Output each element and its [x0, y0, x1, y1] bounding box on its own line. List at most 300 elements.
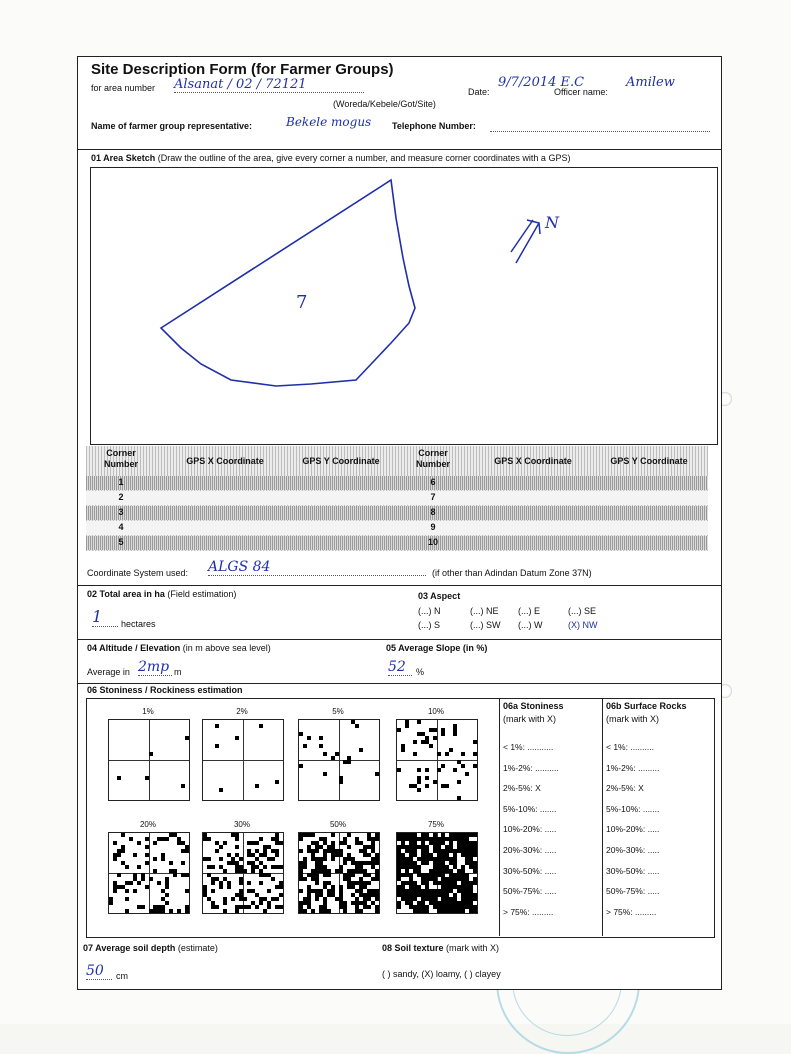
stoniness-heading: 06 Stoniness / Rockiness estimation [87, 685, 243, 695]
stone-mark [267, 889, 271, 893]
stone-mark [259, 901, 263, 905]
stone-mark [397, 728, 401, 732]
surface-rocks-option[interactable]: > 75%: ......... [606, 906, 657, 917]
stone-mark [359, 748, 363, 752]
stone-mark [375, 909, 379, 913]
stone-mark [279, 885, 283, 889]
coordinate-system-label: Coordinate System used: [87, 568, 189, 578]
stone-mark [239, 857, 243, 861]
total-area-heading [87, 589, 236, 599]
stoniness-option[interactable]: 5%-10%: ....... [503, 803, 557, 814]
table-row[interactable] [86, 491, 708, 505]
stone-mark [445, 752, 449, 756]
stone-mark [413, 740, 417, 744]
representative-label: Name of farmer group representative: [91, 121, 253, 131]
stone-mark [331, 833, 335, 837]
stone-mark [117, 873, 121, 877]
stone-mark [113, 841, 117, 845]
stone-mark [129, 881, 133, 885]
stone-mark [401, 748, 405, 752]
stone-mark [247, 881, 251, 885]
surface-rocks-option-selected[interactable]: 2%-5%: X [606, 783, 644, 794]
stone-mark [263, 909, 267, 913]
corner-number: 4 [118, 522, 124, 532]
header-corner-left: Corner Number [103, 448, 138, 469]
total-area-heading-bold: 02 Total area in ha [87, 589, 165, 599]
stone-mark [149, 877, 153, 881]
stone-mark [355, 724, 359, 728]
stone-mark [457, 796, 461, 800]
stone-mark [153, 869, 157, 873]
stone-mark [185, 889, 189, 893]
stone-mark [113, 857, 117, 861]
stone-mark [461, 764, 465, 768]
altitude-heading-note: (in m above sea level) [182, 643, 271, 653]
stone-mark [145, 776, 149, 780]
stone-mark [279, 905, 283, 909]
stone-mark [185, 909, 189, 913]
north-arrow-icon [511, 220, 540, 263]
stone-mark [315, 881, 319, 885]
stone-mark [405, 724, 409, 728]
stone-mark [275, 897, 279, 901]
stone-mark [271, 877, 275, 881]
telephone-label: Telephone Number: [392, 121, 476, 131]
stoniness-option[interactable]: 10%-20%: ..... [503, 824, 557, 835]
representative-field[interactable]: Bekele mogus [286, 115, 372, 129]
stone-mark [157, 881, 161, 885]
stone-mark [425, 776, 429, 780]
stoniness-option[interactable]: 1%-2%: .......... [503, 762, 559, 773]
stone-mark [161, 909, 165, 913]
grid-divider [397, 760, 477, 761]
stoniness-col-heading: 06a Stoniness [503, 701, 564, 711]
stone-mark [145, 837, 149, 841]
stone-mark [331, 756, 335, 760]
stone-mark [255, 841, 259, 845]
stone-mark [117, 776, 121, 780]
stone-mark [315, 849, 319, 853]
stone-mark [259, 724, 263, 728]
stone-mark [465, 772, 469, 776]
stone-mark [343, 909, 347, 913]
stone-mark [299, 889, 303, 893]
stone-mark [161, 857, 165, 861]
stone-mark [437, 752, 441, 756]
stone-mark [299, 732, 303, 736]
stone-mark [227, 885, 231, 889]
surface-rocks-option[interactable]: 5%-10%: ....... [606, 803, 660, 814]
stone-mark [165, 901, 169, 905]
stone-mark [243, 869, 247, 873]
soil-texture-heading-note: (mark with X) [446, 943, 500, 953]
date-label: Date: [468, 87, 490, 97]
stone-mark [109, 901, 113, 905]
altitude-heading [87, 643, 271, 653]
stone-mark [223, 869, 227, 873]
stone-mark [125, 889, 129, 893]
stone-mark [441, 732, 445, 736]
total-area-field[interactable]: 1 [92, 607, 118, 627]
stone-mark [185, 736, 189, 740]
stone-mark [347, 845, 351, 849]
altitude-field[interactable]: 2mp [138, 659, 172, 676]
grid-divider [203, 873, 283, 874]
stone-mark [153, 857, 157, 861]
stone-mark [413, 752, 417, 756]
stone-mark [207, 857, 211, 861]
altitude-unit: m [174, 667, 182, 677]
surface-rocks-option[interactable]: 1%-2%: ......... [606, 762, 660, 773]
header-gps-y-right: GPS Y Coordinate [610, 456, 688, 466]
aspect-option[interactable]: (...) E [518, 606, 540, 616]
stone-mark [145, 853, 149, 857]
stone-mark [235, 736, 239, 740]
stone-mark [323, 772, 327, 776]
stone-mark [303, 744, 307, 748]
stone-mark [417, 720, 421, 724]
stone-mark [441, 764, 445, 768]
header-gps-x-left: GPS X Coordinate [186, 456, 264, 466]
stone-mark [319, 744, 323, 748]
aspect-option[interactable]: (...) N [418, 606, 441, 616]
grid-percent-label: 50% [329, 820, 346, 829]
stone-mark [121, 833, 125, 837]
stone-mark [169, 909, 173, 913]
stoniness-option[interactable]: 30%-50%: ..... [503, 865, 557, 876]
stoniness-option[interactable]: 20%-30%: ..... [503, 844, 557, 855]
stone-mark [327, 873, 331, 877]
area-number-label: for area number [91, 83, 156, 93]
stone-mark [433, 728, 437, 732]
soil-texture-options[interactable]: ( ) sandy, (X) loamy, ( ) clayey [382, 969, 501, 979]
surface-rocks-col-sub: (mark with X) [606, 714, 660, 724]
soil-depth-heading-bold: 07 Average soil depth [83, 943, 176, 953]
stoniness-grid [298, 832, 380, 914]
stone-mark [173, 873, 177, 877]
grid-percent-label: 30% [233, 820, 250, 829]
date-field[interactable]: 9/7/2014 E.C [498, 75, 585, 90]
stone-mark [181, 861, 185, 865]
corner-number: 9 [430, 522, 436, 532]
stone-mark [473, 909, 477, 913]
aspect-option-selected[interactable]: (X) NW [568, 620, 598, 630]
divider [78, 585, 721, 586]
divider [78, 149, 721, 150]
stone-mark [437, 768, 441, 772]
stoniness-option[interactable]: > 75%: ......... [503, 906, 554, 917]
total-area-heading-note: (Field estimation) [167, 589, 237, 599]
coordinate-system-note: (if other than Adindan Datum Zone 37N) [432, 568, 592, 578]
stone-mark [215, 849, 219, 853]
stone-mark [359, 909, 363, 913]
soil-depth-unit: cm [116, 971, 128, 981]
stone-mark [375, 772, 379, 776]
stone-mark [219, 845, 223, 849]
stone-mark [211, 865, 215, 869]
stone-mark [223, 909, 227, 913]
header-gps-y-left: GPS Y Coordinate [302, 456, 380, 466]
stone-mark [247, 905, 251, 909]
stone-mark [243, 897, 247, 901]
stone-mark [165, 885, 169, 889]
stone-mark [279, 865, 283, 869]
header-gps-x-right: GPS X Coordinate [494, 456, 572, 466]
stone-mark [473, 752, 477, 756]
stone-mark [425, 909, 429, 913]
corner-number: 8 [430, 507, 436, 517]
slope-unit: % [416, 667, 425, 677]
stoniness-grid [202, 832, 284, 914]
soil-depth-field[interactable]: 50 [86, 963, 112, 980]
stone-mark [417, 788, 421, 792]
stoniness-option[interactable]: 50%-75%: ..... [503, 886, 557, 897]
stone-mark [445, 784, 449, 788]
area-outline [161, 180, 415, 386]
sketch-heading [91, 153, 570, 163]
stone-mark [473, 764, 477, 768]
table-row[interactable] [86, 506, 708, 520]
corner-number: 1 [118, 477, 124, 487]
aspect-heading: 03 Aspect [418, 591, 461, 601]
stone-mark [275, 853, 279, 857]
stone-mark [279, 893, 283, 897]
stone-mark [457, 780, 461, 784]
table-row[interactable] [86, 521, 708, 535]
stone-mark [327, 909, 331, 913]
stone-mark [375, 837, 379, 841]
stone-mark [323, 857, 327, 861]
stone-mark [347, 760, 351, 764]
stone-mark [125, 897, 129, 901]
soil-texture-heading [382, 943, 499, 953]
stone-mark [137, 881, 141, 885]
stoniness-grid [108, 832, 190, 914]
stone-mark [417, 768, 421, 772]
stone-mark [335, 752, 339, 756]
stone-mark [181, 784, 185, 788]
grid-divider [109, 760, 189, 761]
stone-mark [255, 905, 259, 909]
stone-mark [129, 837, 133, 841]
stone-mark [425, 768, 429, 772]
soil-depth-heading [83, 943, 218, 953]
telephone-field[interactable] [490, 131, 710, 132]
stone-mark [165, 893, 169, 897]
table-row[interactable] [86, 476, 708, 490]
stone-mark [375, 897, 379, 901]
stone-mark [211, 889, 215, 893]
stone-mark [339, 780, 343, 784]
stone-mark [299, 837, 303, 841]
surface-rocks-option[interactable]: < 1%: .......... [606, 742, 654, 752]
stone-mark [145, 845, 149, 849]
stone-mark [113, 889, 117, 893]
stone-mark [429, 744, 433, 748]
grid-divider [203, 760, 283, 761]
stone-mark [255, 784, 259, 788]
stone-mark [133, 889, 137, 893]
stone-mark [473, 853, 477, 857]
form-title: Site Description Form (for Farmer Groups) [91, 61, 394, 78]
stone-mark [271, 857, 275, 861]
slope-field[interactable]: 52 [388, 659, 412, 676]
stone-mark [473, 881, 477, 885]
stone-mark [239, 881, 243, 885]
stoniness-grid [202, 719, 284, 801]
stoniness-grid [298, 719, 380, 801]
aspect-option[interactable]: (...) W [518, 620, 543, 630]
officer-field[interactable]: Amilew [626, 75, 675, 90]
stone-mark [279, 841, 283, 845]
stone-mark [425, 784, 429, 788]
stone-mark [235, 837, 239, 841]
stone-mark [165, 837, 169, 841]
stone-mark [177, 909, 181, 913]
grid-divider [299, 760, 379, 761]
stone-mark [133, 853, 137, 857]
stoniness-options [503, 737, 559, 922]
stone-mark [375, 861, 379, 865]
stone-mark [303, 909, 307, 913]
stone-mark [367, 881, 371, 885]
stone-mark [453, 768, 457, 772]
divider [78, 683, 721, 684]
gps-coordinates-table [86, 446, 708, 551]
stone-mark [235, 909, 239, 913]
stone-mark [211, 881, 215, 885]
stone-mark [449, 748, 453, 752]
site-description-form [77, 56, 722, 990]
stone-mark [347, 833, 351, 837]
stone-mark [275, 780, 279, 784]
coordinate-system-field[interactable]: ALGS 84 [208, 559, 426, 576]
stone-mark [219, 885, 223, 889]
aspect-option[interactable]: (...) NE [470, 606, 499, 616]
soil-texture-heading-bold: 08 Soil texture [382, 943, 444, 953]
stone-mark [145, 861, 149, 865]
stone-mark [149, 752, 153, 756]
corner-number: 5 [118, 537, 124, 547]
stone-mark [461, 909, 465, 913]
stone-mark [153, 841, 157, 845]
surface-rocks-col-heading: 06b Surface Rocks [606, 701, 687, 711]
stone-mark [367, 905, 371, 909]
grid-percent-label: 1% [142, 707, 154, 716]
stone-mark [185, 873, 189, 877]
grid-percent-label: 20% [139, 820, 156, 829]
surface-rocks-options [606, 737, 659, 922]
corner-number: 2 [118, 492, 124, 502]
stone-mark [125, 909, 129, 913]
surface-rocks-option[interactable]: 50%-75%: ..... [606, 886, 660, 897]
stone-mark [145, 885, 149, 889]
grid-percent-label: 2% [236, 707, 248, 716]
altitude-heading-bold: 04 Altitude / Elevation [87, 643, 181, 653]
stone-mark [235, 845, 239, 849]
area-number-field[interactable]: Alsanat / 02 / 72121 [174, 77, 364, 93]
grid-percent-label: 75% [427, 820, 444, 829]
stone-mark [267, 905, 271, 909]
stone-mark [433, 780, 437, 784]
stone-mark [319, 736, 323, 740]
stone-mark [425, 861, 429, 865]
surface-rocks-option[interactable]: 10%-20%: ..... [606, 824, 660, 835]
corner-number: 7 [430, 492, 436, 502]
slope-heading: 05 Average Slope (in %) [386, 643, 488, 653]
officer-label: Officer name: [554, 87, 608, 97]
divider [602, 698, 603, 936]
divider [499, 698, 500, 936]
aspect-option[interactable]: (...) SW [470, 620, 501, 630]
stone-mark [215, 724, 219, 728]
area-sketch-drawing [91, 168, 717, 444]
stone-mark [263, 865, 267, 869]
stone-mark [259, 837, 263, 841]
grid-percent-label: 5% [332, 707, 344, 716]
stone-mark [473, 740, 477, 744]
stoniness-grid [396, 832, 478, 914]
stone-mark [251, 869, 255, 873]
stone-mark [303, 865, 307, 869]
stone-mark [219, 788, 223, 792]
stone-mark [397, 768, 401, 772]
altitude-label: Average in [87, 667, 130, 677]
stoniness-col-sub: (mark with X) [503, 714, 557, 724]
stone-mark [461, 752, 465, 756]
stoniness-option[interactable]: < 1%: ........... [503, 742, 554, 752]
stone-mark [299, 764, 303, 768]
stone-mark [311, 909, 315, 913]
stone-mark [141, 877, 145, 881]
stoniness-grid [108, 719, 190, 801]
stone-mark [137, 841, 141, 845]
stone-mark [303, 877, 307, 881]
stoniness-option-selected[interactable]: 2%-5%: X [503, 783, 541, 794]
stone-mark [299, 849, 303, 853]
stone-mark [219, 857, 223, 861]
stone-mark [397, 905, 401, 909]
divider [78, 639, 721, 640]
surface-rocks-option[interactable]: 30%-50%: ..... [606, 865, 660, 876]
corner-number: 10 [427, 537, 438, 547]
table-row[interactable] [86, 536, 708, 550]
stone-mark [215, 905, 219, 909]
stone-mark [125, 865, 129, 869]
stone-mark [473, 869, 477, 873]
sketch-heading-text: (Draw the outline of the area, give every corner a number, and measure corner coordinates with a GPS) [157, 153, 571, 163]
surface-rocks-option[interactable]: 20%-30%: ..... [606, 844, 660, 855]
stone-mark [315, 897, 319, 901]
aspect-option[interactable]: (...) S [418, 620, 440, 630]
stone-mark [417, 780, 421, 784]
stone-mark [141, 905, 145, 909]
stone-mark [351, 873, 355, 877]
soil-depth-heading-note: (estimate) [177, 943, 218, 953]
stone-mark [311, 833, 315, 837]
area-mark: 7 [296, 292, 308, 313]
stone-mark [117, 853, 121, 857]
stone-mark [223, 841, 227, 845]
stone-mark [323, 752, 327, 756]
stone-mark [433, 736, 437, 740]
stone-mark [453, 732, 457, 736]
grid-percent-label: 10% [427, 707, 444, 716]
aspect-option[interactable]: (...) SE [568, 606, 597, 616]
stone-mark [215, 744, 219, 748]
grid-divider [109, 873, 189, 874]
area-sketch-box[interactable] [90, 167, 718, 445]
